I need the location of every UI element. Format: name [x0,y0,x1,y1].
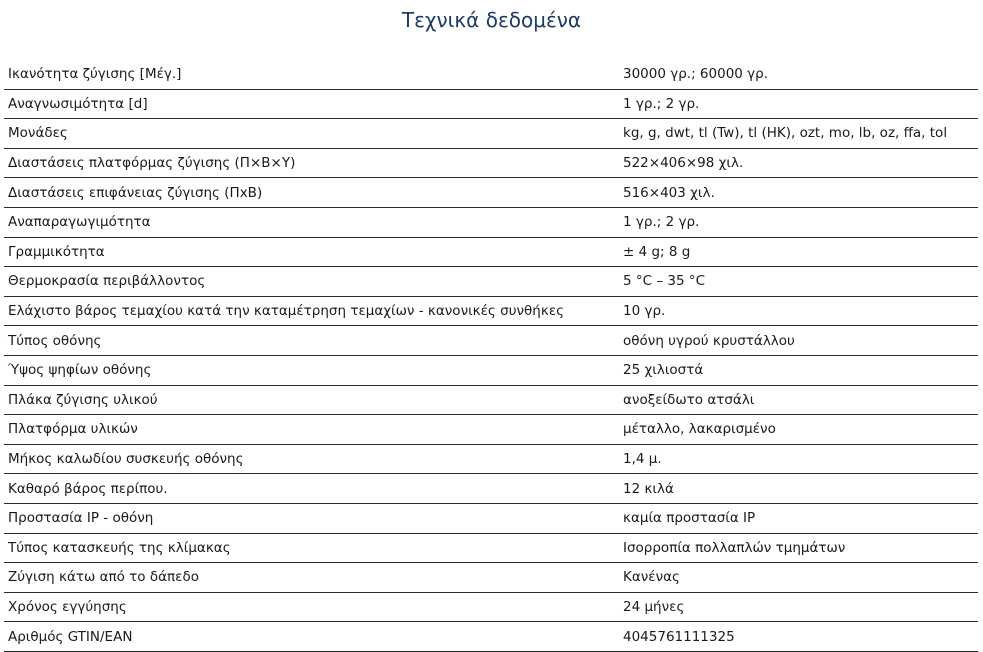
spec-value: 4045761111325 [616,622,978,652]
spec-label: Τύπος κατασκευής της κλίμακας [4,533,616,563]
page-title: Τεχνικά δεδομένα [401,8,582,32]
table-row [4,563,978,593]
spec-label: Καθαρό βάρος περίπου. [4,474,616,504]
table-row [4,444,978,474]
table-row [4,148,978,178]
spec-value: Κανένας [616,563,978,593]
spec-label: Αριθμός GTIN/EAN [4,622,616,652]
table-row [4,474,978,504]
spec-value: 5 °C – 35 °C [616,267,978,297]
spec-value: 522×406×98 χιλ. [616,148,978,178]
spec-value: 10 γρ. [616,296,978,326]
table-row [4,296,978,326]
table-row [4,267,978,297]
spec-label: Ύψος ψηφίων οθόνης [4,355,616,385]
spec-label: Ελάχιστο βάρος τεμαχίου κατά την καταμέτρηση τεμαχίων - κανονικές συνθήκες [4,296,616,326]
table-row [4,60,978,89]
spec-label: Αναπαραγωγιμότητα [4,207,616,237]
table-row [4,237,978,267]
technical-data-table [4,60,978,652]
spec-value: 30000 γρ.; 60000 γρ. [616,60,978,89]
spec-value: 1 γρ.; 2 γρ. [616,89,978,119]
spec-value: ανοξείδωτο ατσάλι [616,385,978,415]
spec-label: Μήκος καλωδίου συσκευής οθόνης [4,444,616,474]
spec-value: 25 χιλιοστά [616,355,978,385]
table-row [4,385,978,415]
technical-data-body [4,60,978,651]
table-row [4,89,978,119]
spec-label: Πλάκα ζύγισης υλικού [4,385,616,415]
table-row [4,622,978,652]
spec-value: μέταλλο, λακαρισμένο [616,415,978,445]
spec-value: 1 γρ.; 2 γρ. [616,207,978,237]
spec-value: οθόνη υγρού κρυστάλλου [616,326,978,356]
table-row [4,207,978,237]
spec-label: Διαστάσεις πλατφόρμας ζύγισης (Π×Β×Υ) [4,148,616,178]
table-row [4,119,978,149]
spec-value: καμία προστασία IP [616,503,978,533]
table-row [4,503,978,533]
table-row [4,592,978,622]
spec-label: Αναγνωσιμότητα [d] [4,89,616,119]
spec-value: 12 κιλά [616,474,978,504]
spec-value: ± 4 g; 8 g [616,237,978,267]
spec-label: Ικανότητα ζύγισης [Μέγ.] [4,60,616,89]
spec-value: kg, g, dwt, tl (Tw), tl (HK), ozt, mo, lb, oz, ffa, tol [616,119,978,149]
spec-value: 1,4 μ. [616,444,978,474]
spec-value: 516×403 χιλ. [616,178,978,208]
spec-value: Ισορροπία πολλαπλών τμημάτων [616,533,978,563]
spec-value: 24 μήνες [616,592,978,622]
table-row [4,415,978,445]
spec-label: Γραμμικότητα [4,237,616,267]
table-row [4,355,978,385]
spec-label: Χρόνος εγγύησης [4,592,616,622]
spec-label: Πλατφόρμα υλικών [4,415,616,445]
spec-label: Ζύγιση κάτω από το δάπεδο [4,563,616,593]
spec-label: Διαστάσεις επιφάνειας ζύγισης (ΠxΒ) [4,178,616,208]
table-row [4,326,978,356]
spec-label: Μονάδες [4,119,616,149]
table-row [4,533,978,563]
spec-label: Προστασία IP - οθόνη [4,503,616,533]
spec-label: Τύπος οθόνης [4,326,616,356]
table-row [4,178,978,208]
spec-label: Θερμοκρασία περιβάλλοντος [4,267,616,297]
